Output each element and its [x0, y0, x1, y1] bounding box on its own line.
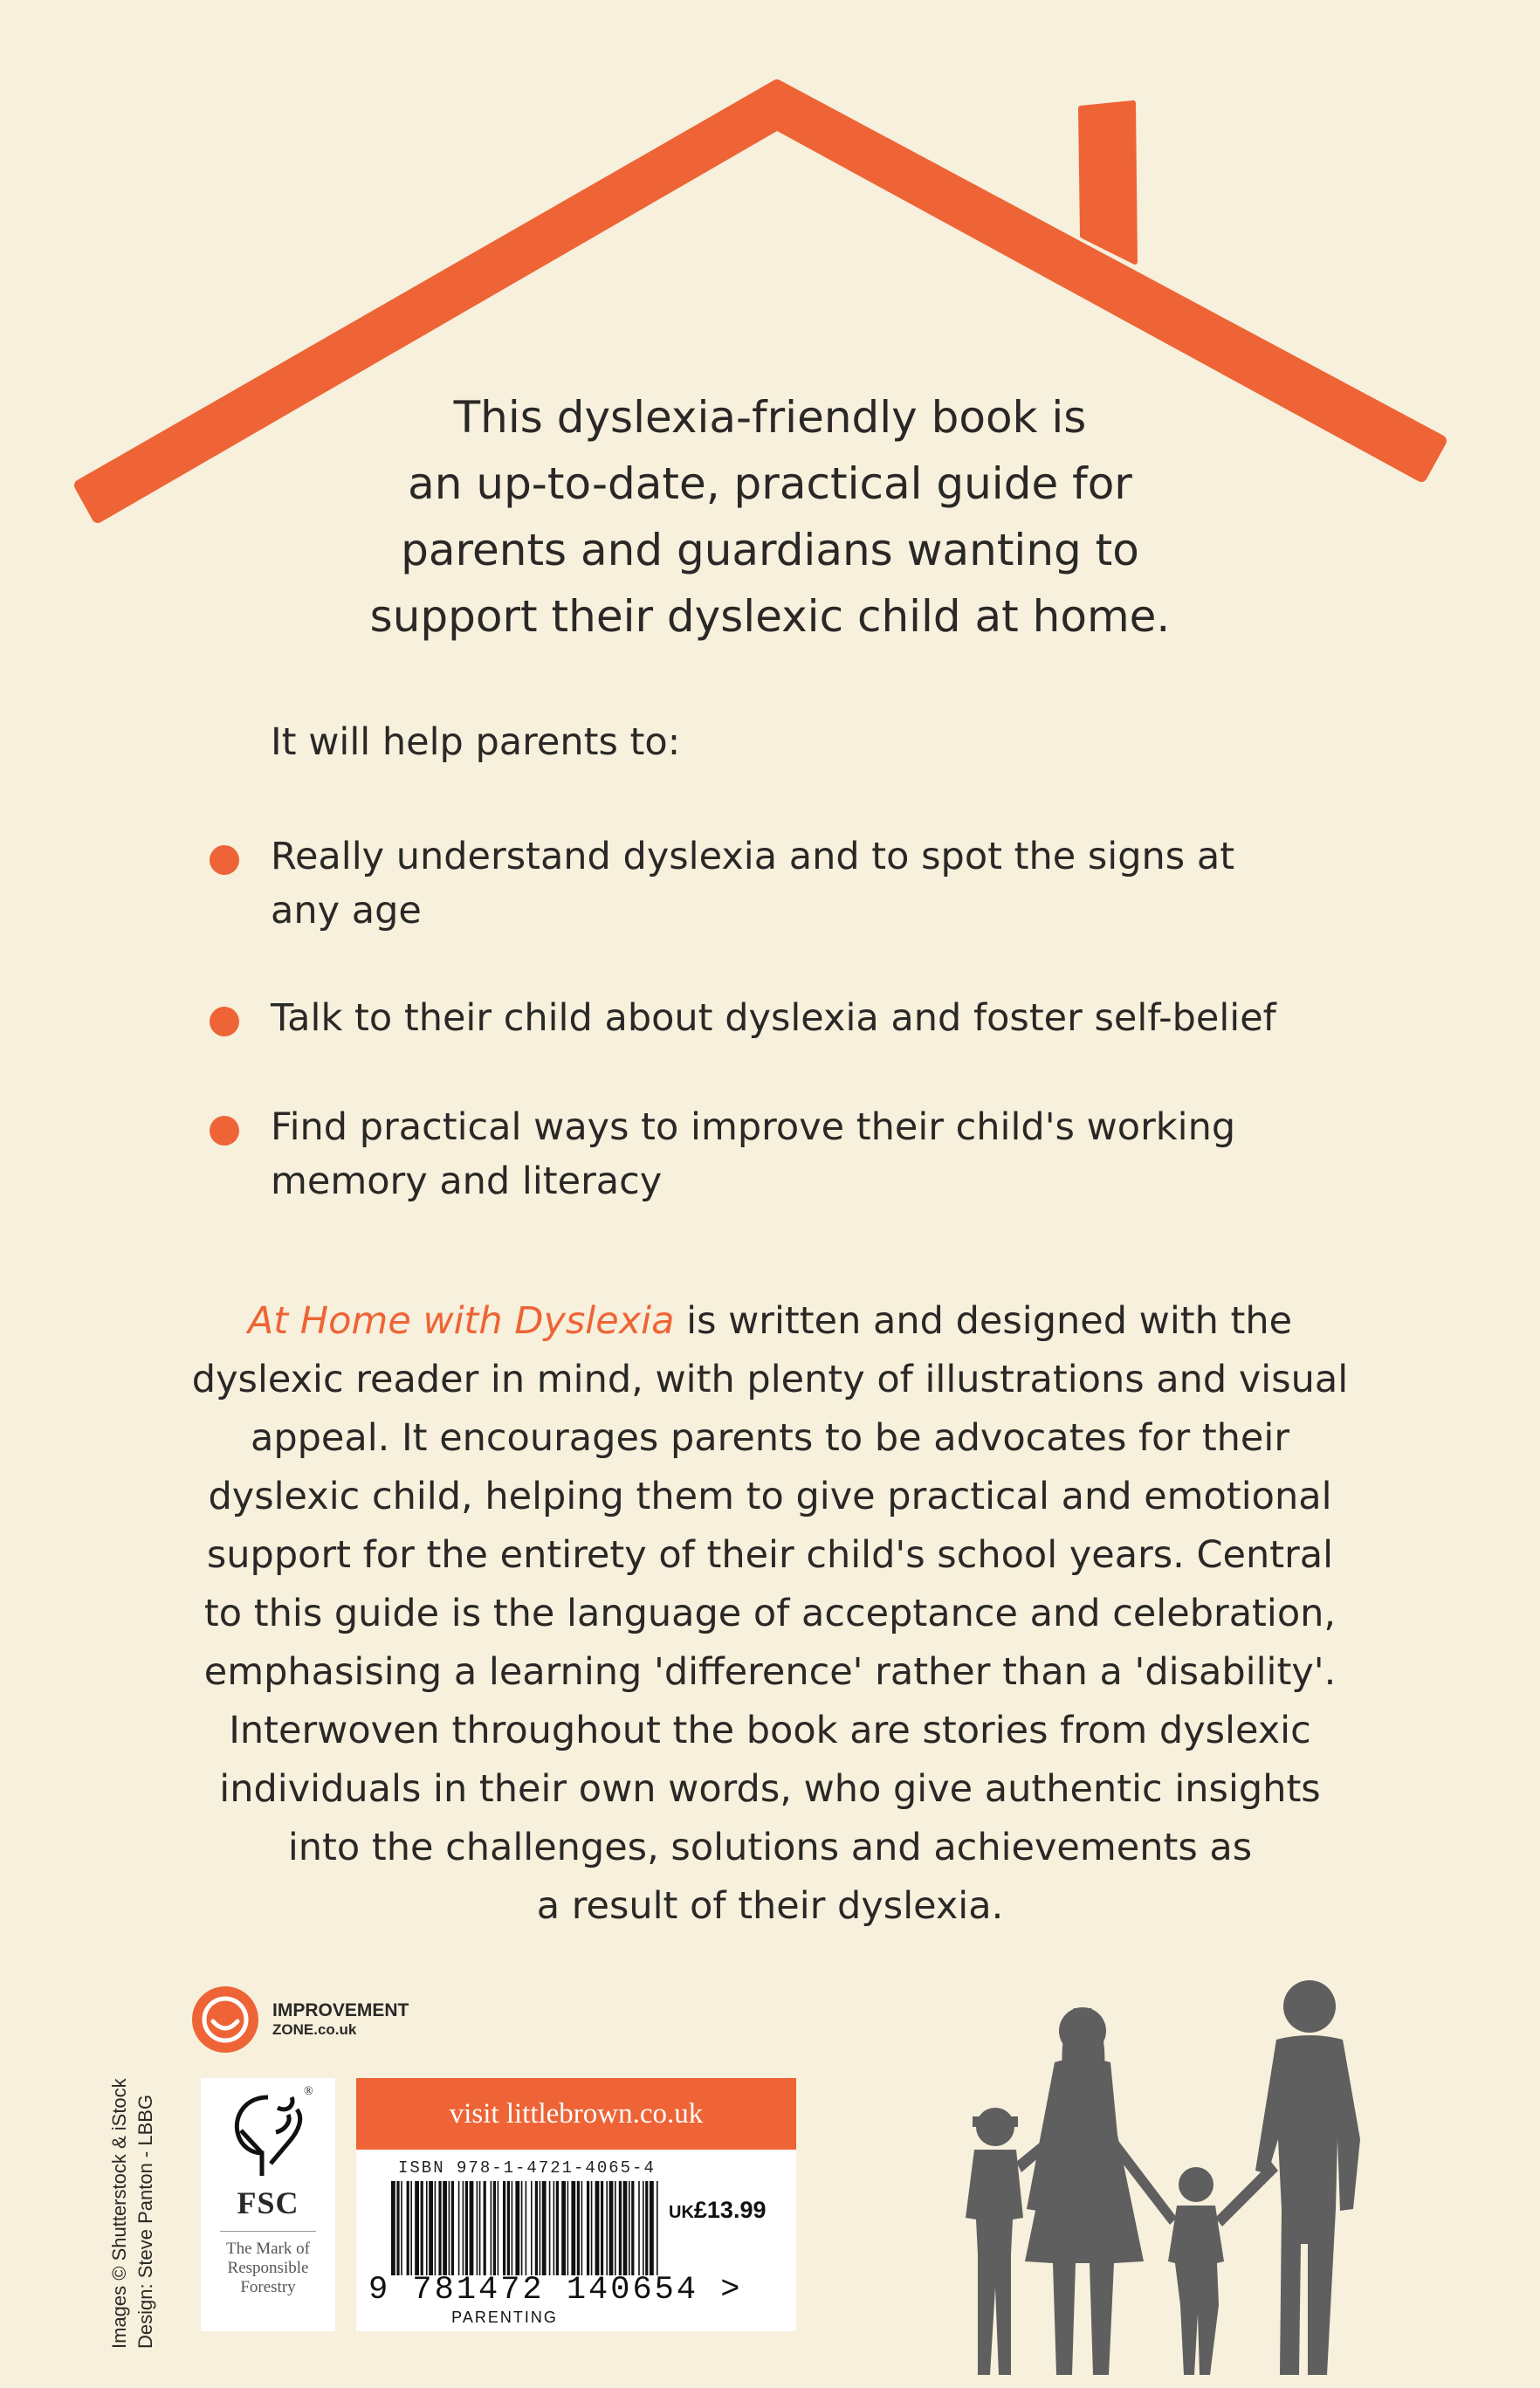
description-line: support for the entirety of their child's school years. Central — [206, 1533, 1334, 1577]
list-item — [210, 829, 1234, 938]
bullet-dot-icon — [210, 1116, 239, 1146]
description-line: to this guide is the language of acceptance and celebration, — [203, 1592, 1337, 1635]
description-line: appeal. It encourages parents to be advocates for their — [250, 1416, 1290, 1460]
credit-images: Images © Shutterstock & iStock — [108, 2078, 130, 2349]
book-title: At Home with Dyslexia — [247, 1299, 675, 1343]
bullet-line: Talk to their child about dyslexia and foster self-belief — [271, 996, 1276, 1040]
fsc-sub-line: Forestry — [240, 2278, 296, 2296]
fsc-sub-line: The Mark of — [225, 2240, 311, 2258]
credit-design: Design: Steve Panton - LBBG — [134, 2094, 156, 2349]
description-line: dyslexic reader in mind, with plenty of illustrations and visual — [191, 1358, 1349, 1401]
description-line: individuals in their own words, who give authentic insights — [219, 1767, 1321, 1811]
list-item — [210, 1100, 1235, 1208]
publisher-link[interactable]: visit littlebrown.co.uk — [356, 2078, 796, 2150]
intro-line: an up-to-date, practical guide for — [408, 458, 1132, 509]
tree-checkmark-icon — [201, 2078, 335, 2183]
intro-line: This dyslexia-friendly book is — [453, 392, 1087, 443]
bullet-line: Find practical ways to improve their child's working — [271, 1105, 1236, 1149]
description-line — [131, 1292, 1409, 1351]
fsc-registered-mark: ® — [304, 2085, 313, 2098]
intro-line: support their dyslexic child at home. — [369, 591, 1171, 642]
description-line: dyslexic child, helping them to give practical and emotional — [208, 1475, 1332, 1518]
bullet-line: memory and literacy — [271, 1160, 663, 1203]
barcode-digits: 9 781472 140654 > — [368, 2272, 743, 2309]
price-prefix: UK — [669, 2203, 694, 2222]
price-label — [669, 2197, 766, 2224]
iz-line2: ZONE.co.uk — [272, 2021, 357, 2038]
bullet-line: Really understand dyslexia and to spot the signs at — [271, 835, 1235, 878]
family-silhouette-illustration — [943, 1956, 1397, 2384]
bullet-dot-icon — [210, 1007, 239, 1036]
description-paragraph — [131, 1292, 1409, 1936]
barcode-panel — [356, 2078, 796, 2331]
improvement-zone-logo-text — [272, 2001, 409, 2040]
image-credits — [107, 2078, 159, 2349]
intro-paragraph — [262, 384, 1278, 650]
list-item — [210, 991, 1276, 1045]
barcode-icon — [391, 2181, 662, 2275]
intro-line: parents and guardians wanting to — [401, 525, 1139, 575]
bullet-line: any age — [271, 889, 422, 932]
fsc-sub-line: Responsible — [227, 2259, 309, 2277]
description-line: emphasising a learning 'difference' rather than a 'disability'. — [203, 1650, 1337, 1694]
fsc-label: FSC — [237, 2185, 299, 2220]
bullet-dot-icon — [210, 845, 239, 875]
description-first-line-rest: is written and designed with the — [674, 1299, 1293, 1343]
help-lead: It will help parents to: — [271, 720, 681, 764]
description-line: a result of their dyslexia. — [536, 1884, 1004, 1928]
description-line: Interwoven throughout the book are stories from dyslexic — [229, 1709, 1311, 1752]
fsc-divider — [220, 2231, 316, 2232]
iz-line1: IMPROVEMENT — [272, 2000, 409, 2020]
price-value: £13.99 — [693, 2197, 767, 2223]
isbn-text: ISBN 978-1-4721-4065-4 — [398, 2158, 656, 2178]
smile-circle-icon — [192, 1986, 258, 2053]
description-line: into the challenges, solutions and achievements as — [287, 1826, 1253, 1869]
category-label: PARENTING — [451, 2309, 558, 2326]
fsc-subtitle — [201, 2240, 335, 2297]
fsc-logo — [201, 2078, 335, 2331]
